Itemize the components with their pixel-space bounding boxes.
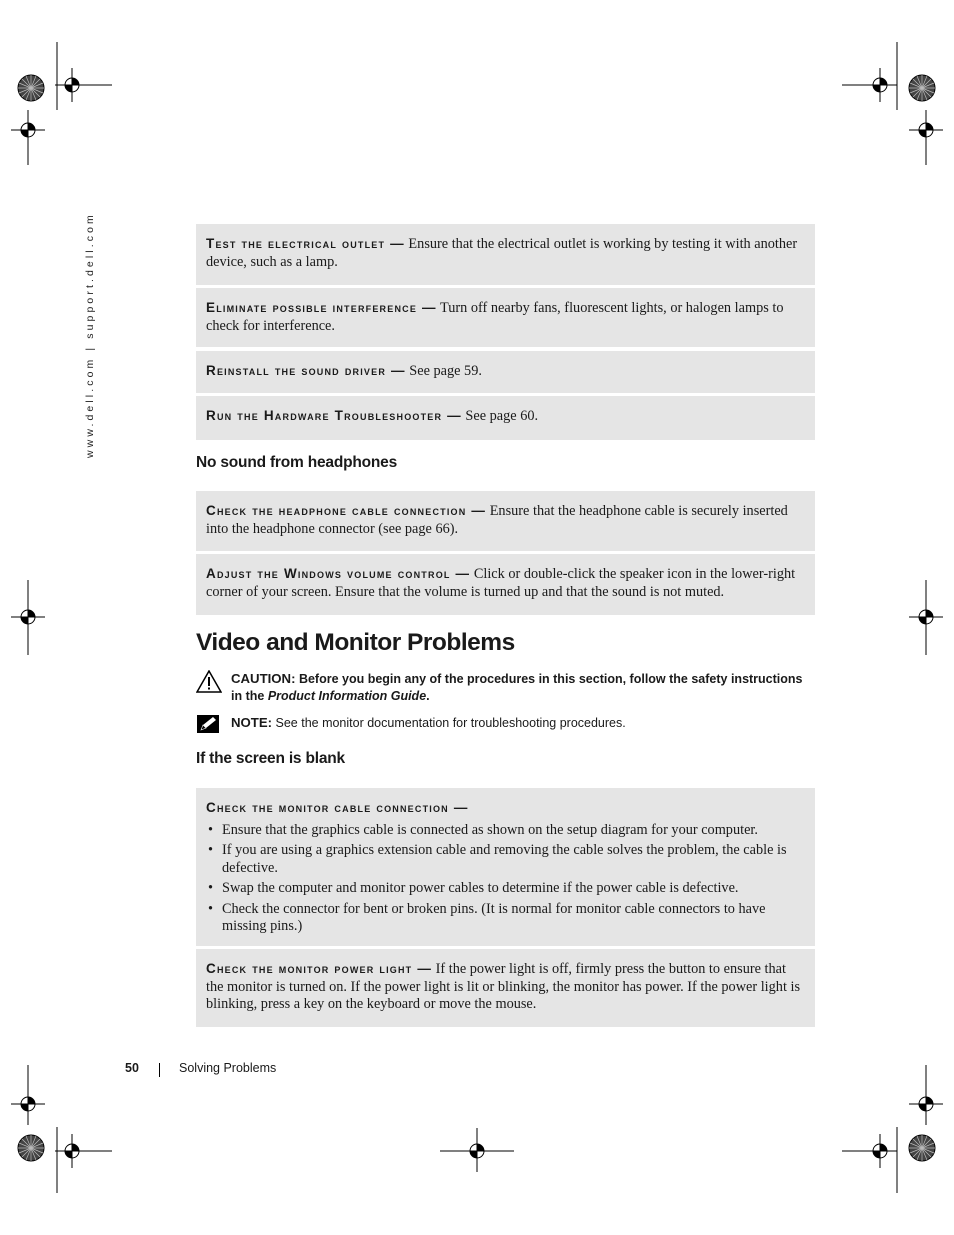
- monitor-cable-checklist: [206, 822, 805, 936]
- tip-text: See page 60.: [461, 408, 539, 424]
- list-item: • Check the connector for bent or broken pins. (It is normal for monitor cable connectors to have missing pins.): [222, 901, 805, 936]
- list-item: • Ensure that the graphics cable is connected as shown on the setup diagram for your computer.: [222, 822, 805, 840]
- tip-lead: Eliminate possible interference —: [206, 300, 437, 315]
- caution-end: .: [426, 689, 430, 703]
- tip-text: Turn off nearby fans, fluorescent lights, or halogen lamps to check for interference.: [206, 300, 784, 334]
- caution-label: CAUTION:: [231, 671, 296, 686]
- section-title: Video and Monitor Problems: [196, 629, 515, 656]
- tip-text: If the power light is off, firmly press the button to ensure that the monitor is turned on. If the power light is lit or blinking, the monitor has power. If the power light is blinking, press a key on the keyboard or move the mouse.: [206, 961, 801, 1012]
- list-item: • Swap the computer and monitor power cables to determine if the power cable is defective.: [222, 880, 805, 898]
- tip-text: Click or double-click the speaker icon in the lower-right corner of your screen. Ensure that the volume is turned up and that the sound is not muted.: [206, 566, 796, 600]
- tip-lead: Test the electrical outlet —: [206, 236, 405, 251]
- tip-box-headphone-cable: [196, 491, 815, 551]
- tip-lead: Run the Hardware Troubleshooter —: [206, 408, 462, 423]
- tip-box-hardware-troubleshooter: [196, 396, 815, 440]
- tip-lead: Check the monitor cable connection —: [206, 800, 469, 815]
- pencil-note-icon: [196, 714, 220, 739]
- tip-box-monitor-power-light: [196, 949, 815, 1027]
- tip-box-interference: [196, 288, 815, 347]
- tip-lead: Check the monitor power light —: [206, 961, 433, 976]
- page-number: 50: [125, 1061, 139, 1075]
- tip-box-sound-driver: [196, 351, 815, 393]
- tip-box-monitor-cable: [196, 788, 815, 946]
- caution-triangle-icon: [196, 670, 222, 698]
- sidebar-url: www.dell.com | support.dell.com: [84, 212, 96, 458]
- tip-text: Ensure that the headphone cable is securely inserted into the headphone connector (see page 66).: [206, 503, 788, 537]
- tip-text: See page 59.: [405, 363, 482, 379]
- caution-text: Before you begin any of the procedures in this section, follow the safety instructions in the: [231, 672, 803, 703]
- caution-guide-title: Product Information Guide: [267, 689, 427, 703]
- tip-text: Ensure that the electrical outlet is working by testing it with another device, such as a lamp.: [206, 236, 798, 270]
- note-text: See the monitor documentation for troubleshooting procedures.: [272, 716, 626, 730]
- headphones-heading: No sound from headphones: [196, 454, 398, 471]
- tip-lead: Check the headphone cable connection —: [206, 503, 487, 518]
- list-item: • If you are using a graphics extension cable and removing the cable solves the problem, the cable is defective.: [222, 842, 805, 877]
- tip-box-volume-control: [196, 554, 815, 615]
- tip-lead: Reinstall the sound driver —: [206, 363, 406, 378]
- footer-separator: [159, 1063, 160, 1077]
- blank-screen-heading: If the screen is blank: [196, 750, 345, 767]
- footer-section-name: Solving Problems: [179, 1061, 277, 1075]
- tip-lead: Adjust the Windows volume control —: [206, 566, 471, 581]
- tip-box-electrical-outlet: [196, 224, 815, 285]
- note-label: NOTE:: [231, 715, 273, 730]
